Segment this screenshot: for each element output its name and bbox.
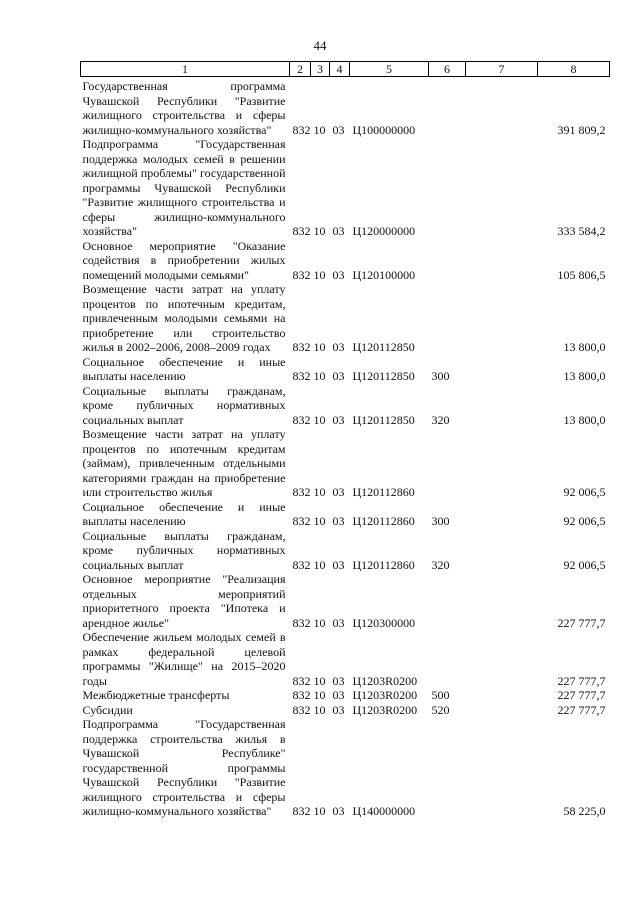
section-code-cell: 10 [313, 369, 326, 383]
ministry-code-cell: 832 [292, 224, 311, 238]
target-article-cell: Ц120112860 [352, 557, 415, 572]
column-header: 6 [429, 62, 466, 77]
table-row [81, 703, 610, 718]
subsection-code-cell: 03 [332, 122, 345, 137]
row-name-cell: Социальные выплаты гражданам, кроме публичных нормативных социальных выплат [82, 528, 286, 572]
section-code-cell: 10 [313, 224, 326, 238]
row-name-cell: Государственная программа Чувашской Республики "Развитие жилищного строительства и сферы жилищно-коммунального хозяйства" [82, 79, 286, 137]
expense-type-cell [429, 572, 466, 630]
target-article-cell: Ц1203R0200 [352, 673, 418, 688]
expense-type-cell [429, 137, 466, 239]
column-7-cell [466, 688, 538, 703]
subsection-code-cell: 03 [332, 224, 345, 238]
target-article-cell: Ц120300000 [352, 615, 416, 630]
ministry-code-cell: 832 [292, 122, 311, 137]
target-article-cell: Ц100000000 [352, 122, 416, 137]
expense-type-cell [429, 282, 466, 355]
amount-cell: 105 806,5 [557, 267, 606, 282]
ministry-code-cell: 832 [292, 514, 311, 528]
target-article-cell: Ц1203R0200 [352, 688, 418, 702]
subsection-code-cell: 03 [332, 615, 345, 630]
row-name-cell: Возмещение части затрат на уплату процентов по ипотечным кредитам, привлеченным молодыми семьями на приобретение или строительство жилья в 2002–2006, 2008–2009 годах [82, 282, 286, 354]
column-header: 1 [81, 62, 290, 77]
column-header: 4 [330, 62, 350, 77]
table-row [81, 572, 610, 630]
subsection-code-cell: 03 [332, 485, 345, 499]
column-header: 8 [538, 62, 610, 77]
section-code-cell: 10 [313, 412, 326, 427]
section-code-cell: 10 [313, 340, 326, 354]
section-code-cell: 10 [313, 702, 326, 717]
amount-cell: 391 809,2 [557, 122, 606, 137]
table-row [81, 500, 610, 529]
table-row [81, 282, 610, 355]
column-7-cell [466, 529, 538, 573]
column-7-cell [466, 717, 538, 819]
expense-type-cell [429, 77, 466, 138]
column-header: 7 [466, 62, 538, 77]
subsection-code-cell: 03 [332, 514, 345, 528]
header-row [81, 62, 610, 77]
subsection-code-cell: 03 [332, 804, 345, 818]
section-code-cell: 10 [313, 122, 326, 137]
expense-type-cell [429, 630, 466, 688]
column-7-cell [466, 427, 538, 500]
target-article-cell: Ц120000000 [352, 224, 416, 238]
expense-type-cell [429, 717, 466, 819]
table-row [81, 717, 610, 819]
table-body [81, 77, 610, 819]
row-name-cell: Подпрограмма "Государственная поддержка молодых семей в решении жилищной проблемы" государственной программы Чувашской Республики "Развитие жилищного строительства и сферы жилищно-коммунального хозяйства" [82, 137, 286, 238]
budget-table [80, 61, 610, 819]
target-article-cell: Ц120112860 [352, 485, 415, 499]
table-header [81, 62, 610, 77]
amount-cell: 92 006,5 [563, 514, 606, 528]
subsection-code-cell: 03 [332, 340, 345, 354]
column-7-cell [466, 239, 538, 283]
section-code-cell: 10 [313, 514, 326, 528]
expense-type-cell: 300 [431, 514, 450, 528]
column-7-cell [466, 137, 538, 239]
row-name-cell: Основное мероприятие "Реализация отдельных мероприятий приоритетного проекта "Ипотека и арендное жилье" [82, 572, 286, 630]
row-name-cell: Социальные выплаты гражданам, кроме публичных нормативных социальных выплат [82, 383, 286, 427]
expense-type-cell [429, 239, 466, 283]
table-row [81, 239, 610, 283]
expense-type-cell [429, 427, 466, 500]
amount-cell: 13 800,0 [563, 369, 606, 383]
target-article-cell: Ц120112860 [352, 514, 415, 528]
column-7-cell [466, 282, 538, 355]
expense-type-cell: 320 [431, 557, 450, 572]
target-article-cell: Ц140000000 [352, 804, 416, 818]
table-row [81, 529, 610, 573]
ministry-code-cell: 832 [292, 340, 311, 354]
subsection-code-cell: 03 [332, 673, 345, 688]
row-name-cell: Субсидии [82, 702, 133, 717]
subsection-code-cell: 03 [332, 369, 345, 383]
target-article-cell: Ц120100000 [352, 267, 416, 282]
ministry-code-cell: 832 [292, 688, 311, 702]
column-7-cell [466, 630, 538, 688]
row-name-cell: Межбюджетные трансферты [82, 688, 230, 702]
row-name-cell: Социальное обеспечение и иные выплаты населению [82, 354, 286, 383]
section-code-cell: 10 [313, 557, 326, 572]
section-code-cell: 10 [313, 615, 326, 630]
expense-type-cell: 520 [431, 702, 450, 717]
column-7-cell [466, 355, 538, 384]
subsection-code-cell: 03 [332, 688, 345, 702]
table-row [81, 77, 610, 138]
column-header: 2 [290, 62, 311, 77]
ministry-code-cell: 832 [292, 615, 311, 630]
table-row [81, 355, 610, 384]
column-7-cell [466, 77, 538, 138]
row-name-cell: Социальное обеспечение и иные выплаты населению [82, 499, 286, 528]
ministry-code-cell: 832 [292, 267, 311, 282]
row-name-cell: Подпрограмма "Государственная поддержка строительства жилья в Чувашской Республике" государственной программы Чувашской Республики "Развитие жилищного строительства и сферы жилищно-коммунального хозяйства" [82, 717, 286, 818]
page-number: 44 [313, 38, 327, 53]
amount-cell: 13 800,0 [563, 340, 606, 354]
section-code-cell: 10 [313, 804, 326, 818]
target-article-cell: Ц1203R0200 [352, 702, 418, 717]
amount-cell: 227 777,7 [557, 688, 606, 702]
section-code-cell: 10 [313, 673, 326, 688]
amount-cell: 333 584,2 [557, 224, 606, 238]
ministry-code-cell: 832 [292, 804, 311, 818]
section-code-cell: 10 [313, 688, 326, 702]
subsection-code-cell: 03 [332, 702, 345, 717]
column-header: 5 [350, 62, 429, 77]
column-7-cell [466, 384, 538, 428]
table-row [81, 688, 610, 703]
target-article-cell: Ц120112850 [352, 340, 415, 354]
expense-type-cell: 320 [431, 412, 450, 427]
column-7-cell [466, 703, 538, 718]
column-7-cell [466, 500, 538, 529]
target-article-cell: Ц120112850 [352, 412, 415, 427]
table-row [81, 427, 610, 500]
ministry-code-cell: 832 [292, 557, 311, 572]
section-code-cell: 10 [313, 485, 326, 499]
row-name-cell: Возмещение части затрат на уплату процентов по ипотечным кредитам (займам), привлеченным отдельными категориями граждан на приобретение или строительство жилья [82, 427, 286, 499]
ministry-code-cell: 832 [292, 369, 311, 383]
expense-type-cell: 300 [431, 369, 450, 383]
row-name-cell: Основное мероприятие "Оказание содействия в приобретении жилых помещений молодыми семьями" [82, 238, 286, 282]
ministry-code-cell: 832 [292, 412, 311, 427]
column-7-cell [466, 572, 538, 630]
table-row [81, 137, 610, 239]
section-code-cell: 10 [313, 267, 326, 282]
ministry-code-cell: 832 [292, 702, 311, 717]
expense-type-cell: 500 [431, 688, 450, 702]
table-row [81, 630, 610, 688]
ministry-code-cell: 832 [292, 673, 311, 688]
ministry-code-cell: 832 [292, 485, 311, 499]
column-header: 3 [311, 62, 330, 77]
target-article-cell: Ц120112850 [352, 369, 415, 383]
amount-cell: 92 006,5 [563, 485, 606, 499]
amount-cell: 13 800,0 [563, 412, 606, 427]
amount-cell: 58 225,0 [563, 804, 606, 818]
subsection-code-cell: 03 [332, 267, 345, 282]
amount-cell: 227 777,7 [557, 673, 606, 688]
amount-cell: 92 006,5 [563, 557, 606, 572]
amount-cell: 227 777,7 [557, 702, 606, 717]
amount-cell: 227 777,7 [557, 615, 606, 630]
table-row [81, 384, 610, 428]
subsection-code-cell: 03 [332, 557, 345, 572]
subsection-code-cell: 03 [332, 412, 345, 427]
row-name-cell: Обеспечение жильем молодых семей в рамках федеральной целевой программы "Жилище" на 2015–2020 годы [82, 630, 286, 688]
